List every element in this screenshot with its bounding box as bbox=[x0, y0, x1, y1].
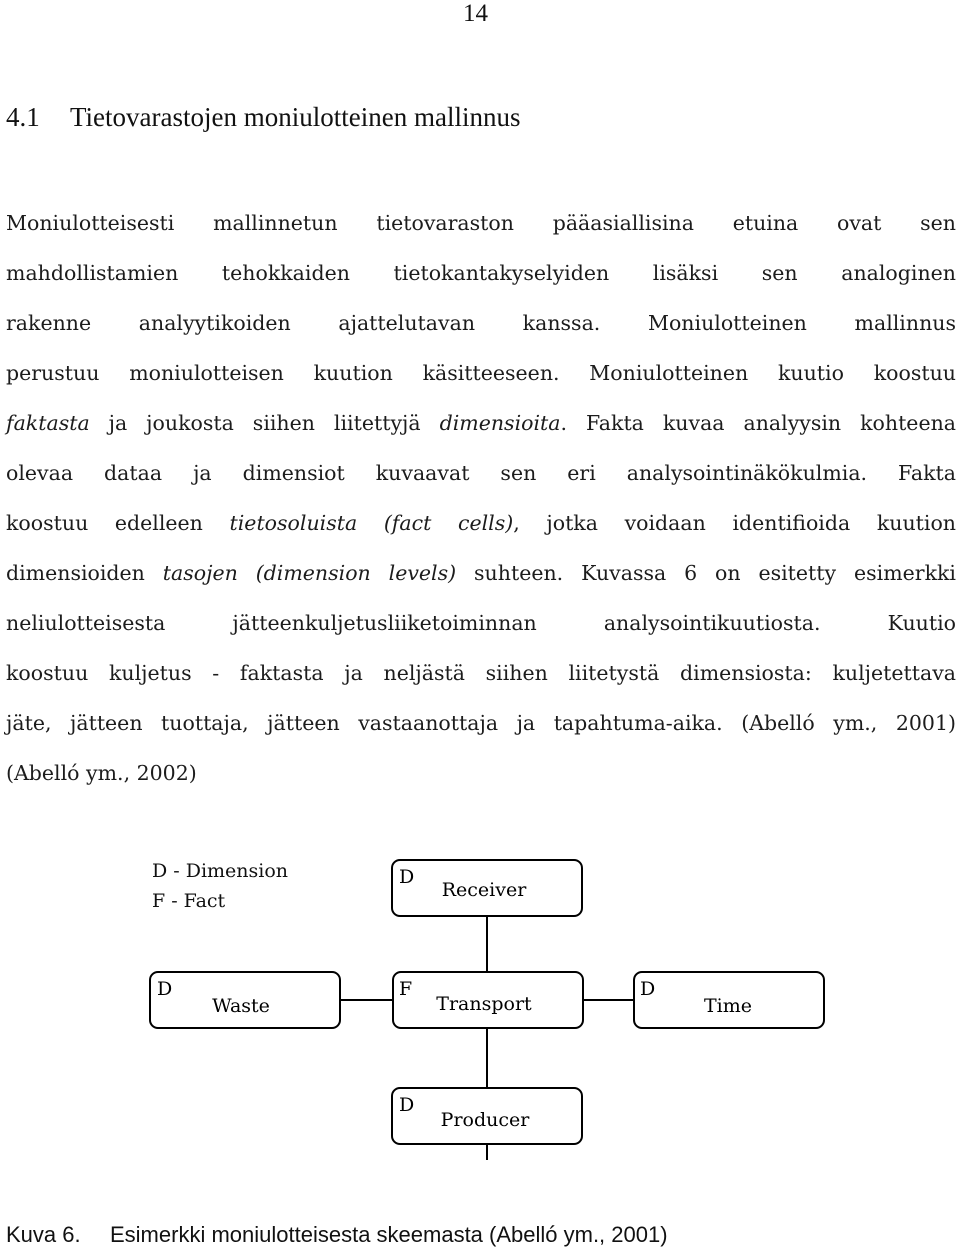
text-segment: perustuu moniulotteisen kuution käsitteeseen. Moniulotteinen kuutio koostuu bbox=[6, 361, 956, 385]
paragraph-line bbox=[6, 498, 956, 548]
node-tag: D bbox=[157, 978, 173, 1000]
node-tag: D bbox=[399, 1094, 415, 1116]
italic-term: dimensioita bbox=[439, 411, 561, 435]
text-segment: Moniulotteisesti mallinnetun tietovaraston pääasiallisina etuina ovat sen bbox=[6, 211, 956, 235]
node-time bbox=[634, 972, 824, 1028]
node-label: Receiver bbox=[441, 879, 527, 901]
paragraph-line bbox=[6, 698, 956, 748]
paragraph-line bbox=[6, 548, 956, 598]
italic-term: faktasta bbox=[6, 411, 90, 435]
node-label: Time bbox=[703, 995, 753, 1017]
paragraph-line bbox=[6, 648, 956, 698]
text-segment: (Abelló ym., 2002) bbox=[6, 761, 197, 785]
italic-term: tietosoluista (fact cells) bbox=[229, 511, 514, 535]
text-segment: olevaa dataa ja dimensiot kuvaavat sen eri analysointinäkökulmia. Fakta bbox=[6, 461, 956, 485]
node-receiver bbox=[392, 860, 582, 916]
paragraph-line bbox=[6, 298, 956, 348]
caption-label: Kuva 6. bbox=[6, 1222, 81, 1247]
text-segment: rakenne analyytikoiden ajattelutavan kanssa. Moniulotteinen mallinnus bbox=[6, 311, 956, 335]
node-label: Waste bbox=[212, 995, 270, 1017]
text-segment: koostuu kuljetus - faktasta ja neljästä siihen liitetystä dimensiosta: kuljetettava bbox=[6, 661, 956, 685]
section-heading bbox=[6, 102, 520, 133]
node-label: Producer bbox=[440, 1109, 530, 1131]
text-segment: ja joukosta siihen liitettyjä bbox=[89, 411, 440, 435]
text-segment: dimensioiden bbox=[6, 561, 163, 585]
node-transport bbox=[393, 972, 583, 1028]
paragraph-line bbox=[6, 348, 956, 398]
node-waste bbox=[150, 972, 340, 1028]
text-segment: suhteen. Kuvassa 6 on esitetty esimerkki bbox=[456, 561, 956, 585]
section-number: 4.1 bbox=[6, 102, 40, 132]
node-producer bbox=[392, 1088, 582, 1144]
page-number: 14 bbox=[463, 0, 488, 27]
paragraph-line bbox=[6, 598, 956, 648]
paragraph-line bbox=[6, 198, 956, 248]
node-tag: D bbox=[640, 978, 656, 1000]
schema-diagram bbox=[0, 830, 960, 1210]
legend-fact: F - Fact bbox=[152, 890, 226, 912]
node-label: Transport bbox=[436, 993, 532, 1015]
paragraph-line bbox=[6, 748, 956, 798]
node-tag: D bbox=[399, 866, 415, 888]
section-title: Tietovarastojen moniulotteinen mallinnus bbox=[70, 102, 521, 132]
legend-dimension: D - Dimension bbox=[152, 860, 289, 882]
text-segment: mahdollistamien tehokkaiden tietokantakyselyiden lisäksi sen analoginen bbox=[6, 261, 956, 285]
italic-term: tasojen (dimension levels) bbox=[162, 561, 457, 585]
paragraph-line bbox=[6, 398, 956, 448]
node-tag: F bbox=[399, 978, 413, 1000]
text-segment: jäte, jätteen tuottaja, jätteen vastaanottaja ja tapahtuma-aika. (Abelló ym., 2001) bbox=[6, 711, 956, 735]
paragraph-line bbox=[6, 448, 956, 498]
text-segment: . Fakta kuvaa analyysin kohteena bbox=[560, 411, 956, 435]
text-segment: neliulotteisesta jätteenkuljetusliiketoiminnan analysointikuutiosta. Kuutio bbox=[6, 611, 956, 635]
paragraph-line bbox=[6, 248, 956, 298]
text-segment: , jotka voidaan identifioida kuution bbox=[513, 511, 956, 535]
body-paragraph bbox=[6, 198, 956, 798]
figure-caption bbox=[6, 1222, 668, 1248]
text-segment: koostuu edelleen bbox=[6, 511, 230, 535]
caption-text: Esimerkki moniulotteisesta skeemasta (Abelló ym., 2001) bbox=[110, 1222, 668, 1247]
